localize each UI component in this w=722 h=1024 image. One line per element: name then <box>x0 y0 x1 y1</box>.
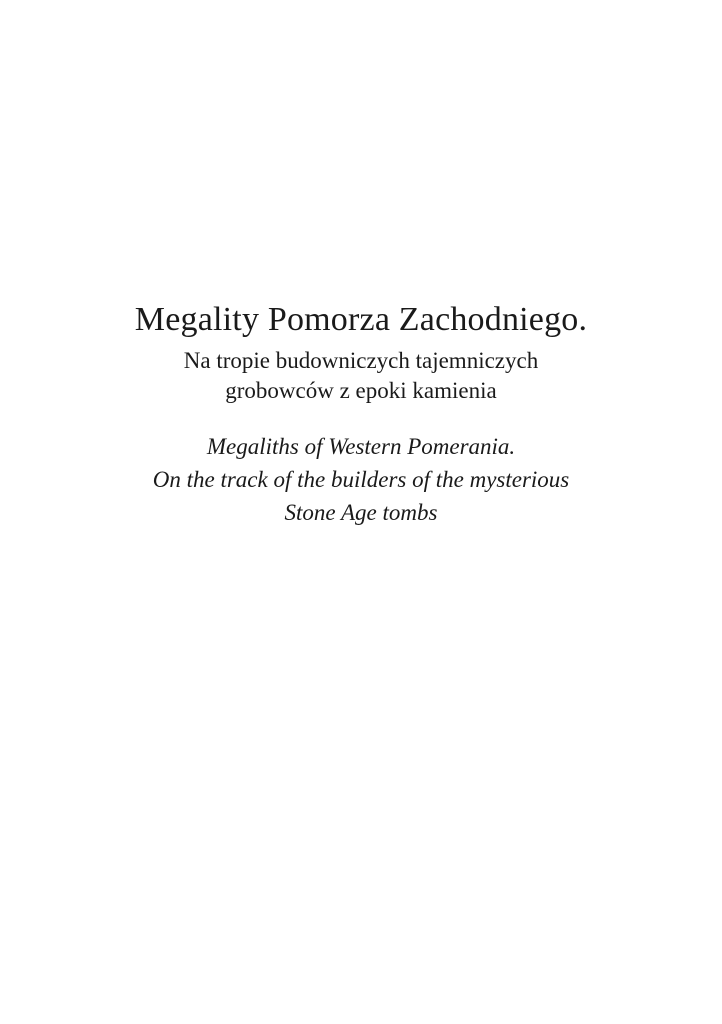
polish-title: Megality Pomorza Zachodniego. <box>134 301 588 338</box>
polish-subtitle <box>0 346 722 406</box>
polish-title-block <box>0 296 722 406</box>
english-subtitle-line-1: On the track of the builders of the mysterious <box>152 467 570 492</box>
polish-subtitle-line-2: grobowców z epoki kamienia <box>225 378 497 403</box>
english-subtitle <box>0 463 722 529</box>
english-subtitle-line-2: Stone Age tombs <box>284 500 438 525</box>
english-title: Megaliths of Western Pomerania. <box>206 434 516 459</box>
polish-subtitle-line-1: Na tropie budowniczych tajemniczych <box>183 348 539 373</box>
english-title-block <box>0 430 722 529</box>
